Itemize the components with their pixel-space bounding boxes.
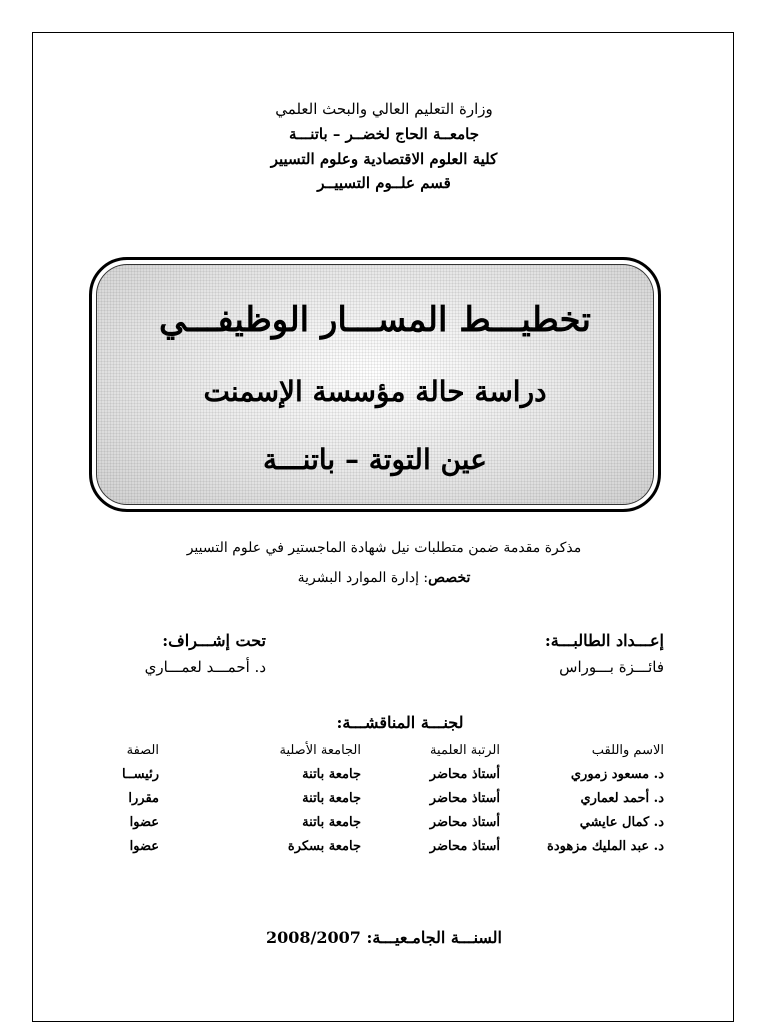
committee-row bbox=[0, 791, 768, 811]
specialty-line bbox=[0, 570, 768, 586]
member-rank: أستاذ محاضر bbox=[429, 791, 500, 806]
university-name: جامعــة الحاج لخضــر – باتنـــة bbox=[288, 125, 479, 143]
member-rank: أستاذ محاضر bbox=[429, 815, 500, 830]
committee-header-row bbox=[0, 743, 768, 763]
thesis-location: عين التوتة – باتنـــة bbox=[263, 443, 487, 476]
department-name: قسم علــوم التسييــر bbox=[317, 174, 451, 192]
member-name: د. كمال عايشي bbox=[579, 815, 664, 830]
member-rank: أستاذ محاضر bbox=[429, 839, 500, 854]
member-name: د. أحمد لعماري bbox=[580, 791, 664, 806]
thesis-description: مذكرة مقدمة ضمن متطلبات نيل شهادة الماجستير في علوم التسيير bbox=[186, 540, 582, 556]
title-box bbox=[89, 257, 661, 512]
member-name: د. عبد المليك مزهودة bbox=[547, 839, 664, 854]
academic-year-value: 2008/2007 bbox=[266, 928, 361, 947]
specialty-value: : إدارة الموارد البشرية bbox=[297, 570, 429, 586]
academic-year-label: السنـــة الجامـعيـــة: bbox=[366, 928, 502, 947]
member-role: عضوا bbox=[129, 839, 159, 854]
member-university: جامعة بسكرة bbox=[287, 839, 361, 854]
committee-row bbox=[0, 767, 768, 787]
specialty-label: تخصص bbox=[428, 570, 471, 586]
header-role: الصفة bbox=[126, 743, 159, 758]
ministry-name: وزارة التعليم العالي والبحث العلمي bbox=[275, 100, 493, 118]
member-role: عضوا bbox=[129, 815, 159, 830]
member-university: جامعة باتنة bbox=[302, 815, 361, 830]
member-name: د. مسعود زموري bbox=[570, 767, 664, 782]
committee-row bbox=[0, 815, 768, 835]
member-role: رئيســا bbox=[122, 767, 159, 782]
academic-year bbox=[0, 928, 768, 947]
header-name: الاسم واللقب bbox=[591, 743, 664, 758]
header-university: الجامعة الأصلية bbox=[279, 743, 361, 758]
header-rank: الرتبة العلمية bbox=[430, 743, 500, 758]
committee-title: لجنـــة المناقشـــة: bbox=[336, 713, 464, 732]
member-rank: أستاذ محاضر bbox=[429, 767, 500, 782]
supervisor-name: د. أحمـــد لعمـــاري bbox=[144, 658, 266, 676]
faculty-name: كلية العلوم الاقتصادية وعلوم التسيير bbox=[270, 150, 498, 168]
committee-row bbox=[0, 839, 768, 859]
supervisor-label: تحت إشـــراف: bbox=[162, 631, 266, 650]
member-role: مقررا bbox=[128, 791, 159, 806]
member-university: جامعة باتنة bbox=[302, 791, 361, 806]
student-label: إعـــداد الطالبـــة: bbox=[544, 631, 664, 650]
member-university: جامعة باتنة bbox=[302, 767, 361, 782]
thesis-main-title: تخطيـــط المســـار الوظيفـــي bbox=[159, 300, 591, 340]
thesis-subtitle: دراسة حالة مؤسسة الإسمنت bbox=[203, 375, 547, 408]
student-name: فائـــزة بـــوراس bbox=[559, 658, 664, 676]
